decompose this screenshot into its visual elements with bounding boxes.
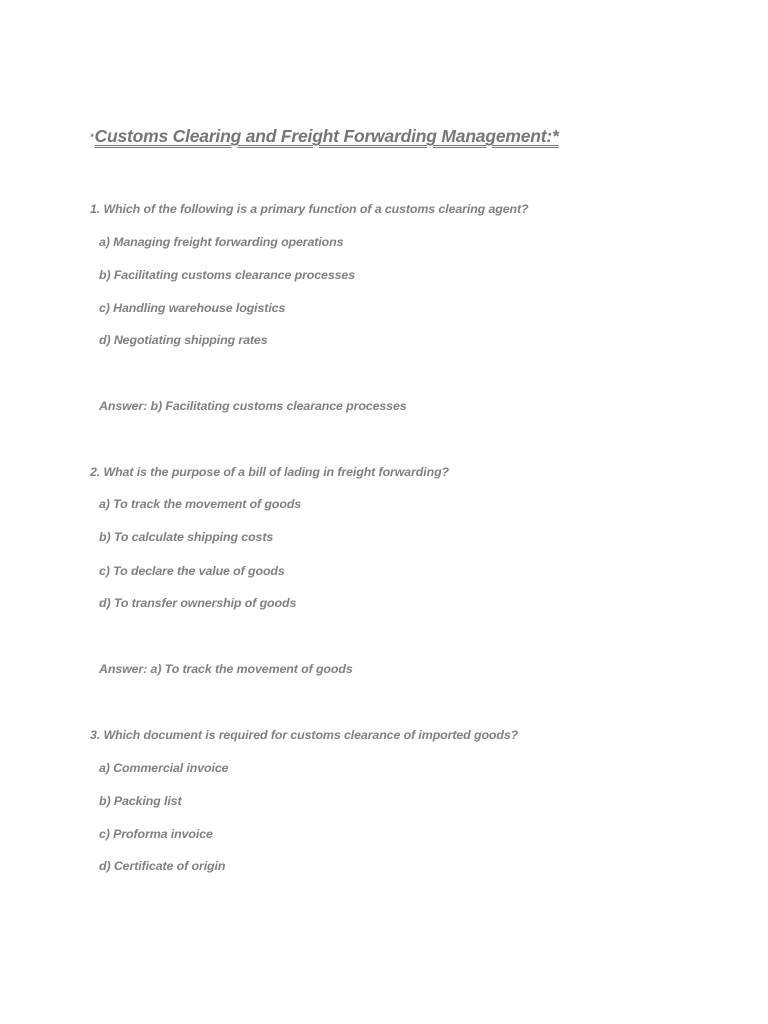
question-1-option-b: b) Facilitating customs clearance processes <box>99 268 356 282</box>
question-3-option-c: c) Proforma invoice <box>99 827 213 841</box>
question-1-option-c: c) Handling warehouse logistics <box>99 301 286 315</box>
question-2-text: 2. What is the purpose of a bill of lading in freight forwarding? <box>90 465 450 479</box>
question-2-option-a: a) To track the movement of goods <box>99 497 302 511</box>
question-2-option-d: d) To transfer ownership of goods <box>99 596 297 610</box>
question-3-option-a: a) Commercial invoice <box>99 761 229 775</box>
question-1-option-d: d) Negotiating shipping rates <box>99 333 268 347</box>
question-2-option-c: c) To declare the value of goods <box>99 564 285 578</box>
question-3-text: 3. Which document is required for customs clearance of imported goods? <box>90 728 519 742</box>
question-3-option-d: d) Certificate of origin <box>99 859 226 873</box>
question-1-text: 1. Which of the following is a primary function of a customs clearing agent? <box>90 202 529 216</box>
question-1-answer: Answer: b) Facilitating customs clearance processes <box>99 399 407 413</box>
title-prefix-asterisk: * <box>90 132 94 142</box>
document-title-row <box>90 126 559 147</box>
question-1-option-a: a) Managing freight forwarding operations <box>99 235 344 249</box>
question-2-answer: Answer: a) To track the movement of goods <box>99 662 353 676</box>
question-3-option-b: b) Packing list <box>99 794 182 808</box>
document-title: Customs Clearing and Freight Forwarding Management:* <box>94 126 559 146</box>
question-2-option-b: b) To calculate shipping costs <box>99 530 274 544</box>
